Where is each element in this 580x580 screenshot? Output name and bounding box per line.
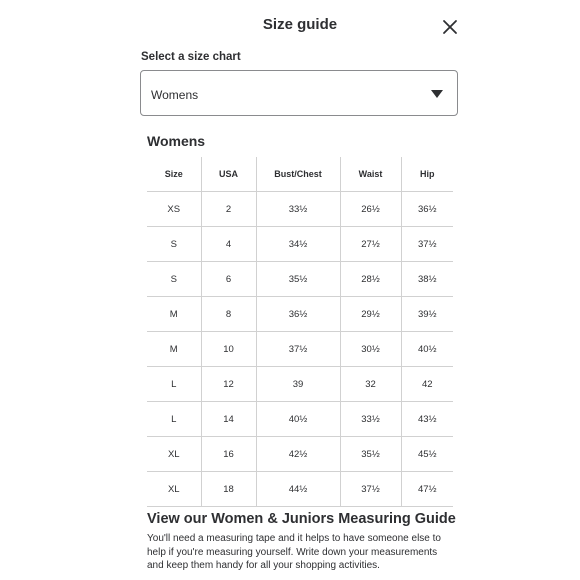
table-row [147, 332, 453, 367]
hip-cell: 38½ [401, 262, 453, 297]
bust-chest-cell: 34½ [256, 227, 340, 262]
bust-chest-cell: 33½ [256, 192, 340, 227]
bust-chest-cell: 44½ [256, 472, 340, 507]
usa-cell: 2 [201, 192, 256, 227]
waist-cell: 29½ [340, 297, 401, 332]
waist-cell: 26½ [340, 192, 401, 227]
hip-cell: 43½ [401, 402, 453, 437]
hip-cell: 47½ [401, 472, 453, 507]
column-header-usa: USA [201, 157, 256, 192]
hip-cell: 42 [401, 367, 453, 402]
size-cell: L [147, 367, 201, 402]
table-row [147, 472, 453, 507]
usa-cell: 18 [201, 472, 256, 507]
size-cell: XS [147, 192, 201, 227]
measuring-guide-text: You'll need a measuring tape and it helps to have someone else to help if you're measuring yourself. Write down your measurements and keep them handy for all your shopping activities. [147, 533, 441, 571]
hip-cell: 45½ [401, 437, 453, 472]
hip-cell: 36½ [401, 192, 453, 227]
table-row [147, 262, 453, 297]
waist-cell: 35½ [340, 437, 401, 472]
waist-cell: 27½ [340, 227, 401, 262]
usa-cell: 10 [201, 332, 256, 367]
waist-cell: 30½ [340, 332, 401, 367]
column-header-waist: Waist [340, 157, 401, 192]
size-cell: L [147, 402, 201, 437]
waist-cell: 32 [340, 367, 401, 402]
measuring-guide-title: View our Women & Juniors Measuring Guide [147, 511, 456, 527]
size-cell: S [147, 227, 201, 262]
bust-chest-cell: 36½ [256, 297, 340, 332]
size-cell: XL [147, 472, 201, 507]
hip-cell: 39½ [401, 297, 453, 332]
table-row [147, 227, 453, 262]
waist-cell: 28½ [340, 262, 401, 297]
bust-chest-cell: 40½ [256, 402, 340, 437]
caret-down-icon [431, 90, 443, 98]
waist-cell: 33½ [340, 402, 401, 437]
size-chart-heading: Womens [147, 133, 206, 149]
page-title: Size guide [262, 16, 338, 33]
usa-cell: 12 [201, 367, 256, 402]
column-header-bust-chest: Bust/Chest [256, 157, 340, 192]
hip-cell: 40½ [401, 332, 453, 367]
table-row [147, 367, 453, 402]
table-row [147, 402, 453, 437]
size-cell: XL [147, 437, 201, 472]
size-cell: M [147, 297, 201, 332]
table-row [147, 297, 453, 332]
usa-cell: 4 [201, 227, 256, 262]
table-row [147, 437, 453, 472]
size-cell: M [147, 332, 201, 367]
bust-chest-cell: 42½ [256, 437, 340, 472]
waist-cell: 37½ [340, 472, 401, 507]
size-chart-select[interactable] [140, 70, 458, 116]
size-chart-select-value: Womens [151, 88, 199, 102]
usa-cell: 6 [201, 262, 256, 297]
size-chart-table [147, 157, 453, 507]
table-header-row [147, 157, 453, 192]
close-icon[interactable] [441, 18, 459, 36]
bust-chest-cell: 35½ [256, 262, 340, 297]
usa-cell: 8 [201, 297, 256, 332]
usa-cell: 14 [201, 402, 256, 437]
bust-chest-cell: 39 [256, 367, 340, 402]
usa-cell: 16 [201, 437, 256, 472]
column-header-size: Size [147, 157, 201, 192]
size-cell: S [147, 262, 201, 297]
column-header-hip: Hip [401, 157, 453, 192]
bust-chest-cell: 37½ [256, 332, 340, 367]
table-row [147, 192, 453, 227]
size-chart-select-label: Select a size chart [141, 51, 241, 63]
hip-cell: 37½ [401, 227, 453, 262]
